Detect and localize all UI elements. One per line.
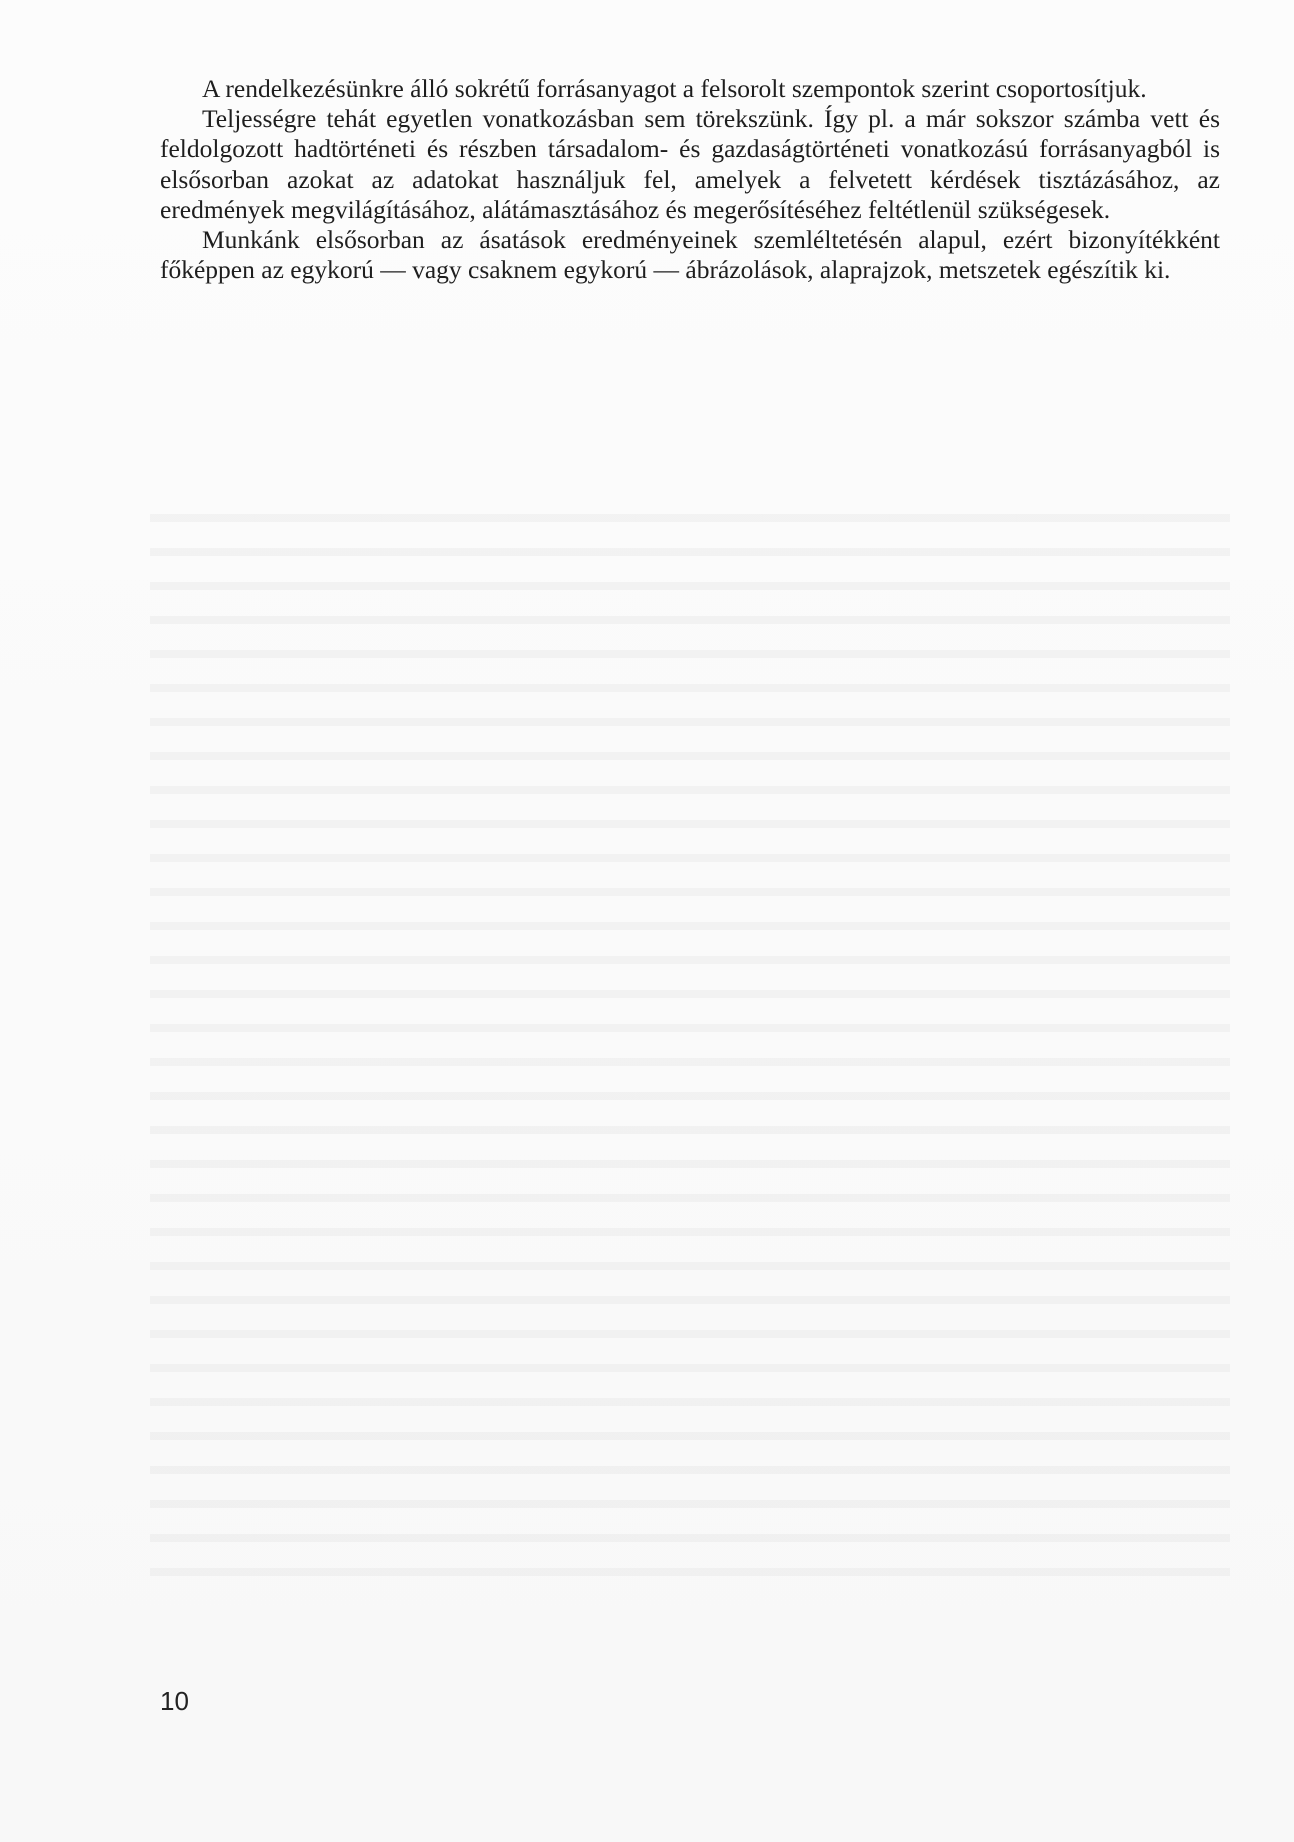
page-number: 10 [160,1686,189,1716]
paragraph-3: Munkánk elsősorban az ásatások eredményeinek szemléltetésén alapul, ezért bizonyítékként főképpen az egykorú — vagy csaknem egykorú — ábrázolások, alaprajzok, metszetek egészítik ki. [160,225,1220,285]
paragraph-2: Teljességre tehát egyetlen vonatkozásban sem törekszünk. Így pl. a már sokszor számba vett és feldolgozott hadtörténeti és részben társadalom- és gazdaságtörténeti vonatkozású forrásanyagból is elsősorban azokat az adatokat használjuk fel, amelyek a felvetett kérdések tisztázásához, az eredmények megvilágításához, alátámasztásához és megerősítéséhez feltétlenül szükségesek. [160,104,1220,224]
paragraph-1: A rendelkezésünkre álló sokrétű forrásanyagot a felsorolt szempontok szerint csoportosítjuk. [202,74,1147,103]
body-text [160,74,1220,285]
bleed-through-texture [150,500,1230,1600]
